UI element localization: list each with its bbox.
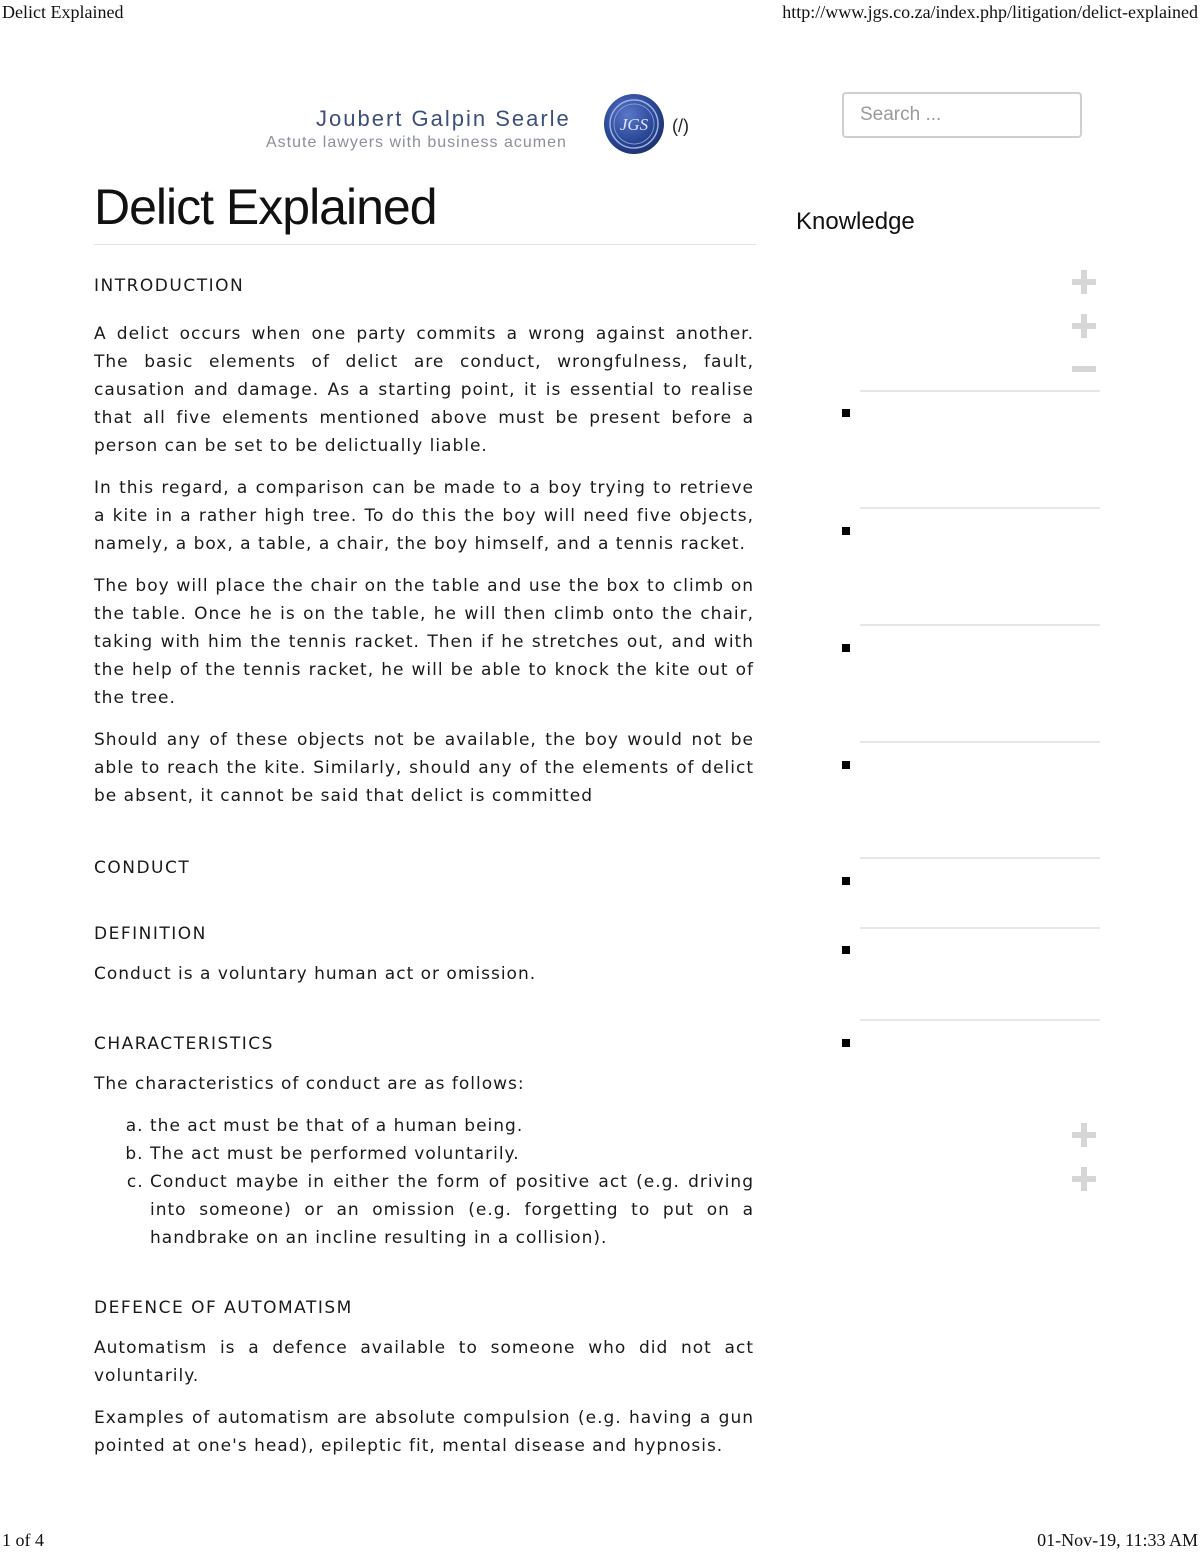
collapse-minus-icon[interactable] — [1070, 356, 1098, 384]
search-input[interactable] — [842, 92, 1082, 138]
logo-tagline: Astute lawyers with business acumen — [266, 134, 567, 151]
site-logo[interactable] — [264, 92, 704, 162]
characteristics-heading: CHARACTERISTICS — [94, 1034, 274, 1054]
svg-text:JGS: JGS — [619, 115, 649, 134]
automatism-paragraph-2: Examples of automatism are absolute compulsion (e.g. having a gun pointed at one's head), epileptic fit, mental disease and hypnosis. — [94, 1408, 754, 1456]
logo-name: Joubert Galpin Searle — [316, 106, 571, 131]
sidebar-divider — [860, 927, 1100, 929]
characteristics-list — [94, 1112, 754, 1252]
automatism-paragraph-1: Automatism is a defence available to someone who did not act voluntarily. — [94, 1338, 754, 1386]
definition-heading: DEFINITION — [94, 924, 207, 944]
page-number: 1 of 4 — [2, 1530, 44, 1550]
list-bullet-icon — [842, 946, 850, 954]
list-item: b. The act must be performed voluntarily. — [150, 1140, 754, 1168]
introduction-heading: INTRODUCTION — [94, 276, 245, 296]
print-datetime: 01-Nov-19, 11:33 AM — [1037, 1530, 1198, 1550]
print-header-title: Delict Explained — [2, 2, 124, 22]
sidebar-divider — [860, 1019, 1100, 1021]
automatism-heading: DEFENCE OF AUTOMATISM — [94, 1298, 353, 1318]
print-footer — [0, 1530, 1200, 1552]
list-item: a. the act must be that of a human being. — [150, 1112, 754, 1140]
intro-paragraph-4: Should any of these objects not be available, the boy would not be able to reach the kite. Similarly, should any of the elements of delict be absent, it cannot be said that delict is committed — [94, 730, 754, 806]
list-item: c. Conduct maybe in either the form of positive act (e.g. driving into someone) or an omission (e.g. forgetting to put on a handbrake on an incline resulting in a collision). — [150, 1168, 754, 1252]
definition-text: Conduct is a voluntary human act or omission. — [94, 964, 537, 984]
sidebar-divider — [860, 507, 1100, 509]
sidebar-divider — [860, 624, 1100, 626]
home-link[interactable]: (/) — [672, 116, 689, 136]
seal-icon — [602, 92, 666, 156]
conduct-heading: CONDUCT — [94, 858, 191, 878]
sidebar-divider — [860, 390, 1100, 392]
intro-paragraph-2: In this regard, a comparison can be made to a boy trying to retrieve a kite in a rather high tree. To do this the boy will need five objects, namely, a box, a table, a chair, the boy himself, and a tennis racket. — [94, 478, 754, 554]
title-divider — [94, 244, 756, 245]
print-header — [0, 2, 1200, 24]
sidebar-divider — [860, 857, 1100, 859]
print-header-url: http://www.jgs.co.za/index.php/litigation/delict-explained — [782, 2, 1198, 22]
list-bullet-icon — [842, 1039, 850, 1047]
sidebar-title: Knowledge — [796, 208, 915, 235]
list-bullet-icon — [842, 527, 850, 535]
list-bullet-icon — [842, 877, 850, 885]
intro-paragraph-3: The boy will place the chair on the table and use the box to climb on the table. Once he is on the table, he will then climb onto the chair, taking with him the tennis racket. Then if he stretches out, and with the help of the tennis racket, he will be able to knock the kite out of the tree. — [94, 576, 754, 708]
expand-plus-icon[interactable] — [1070, 1121, 1098, 1149]
sidebar-divider — [860, 741, 1100, 743]
article-body — [94, 276, 754, 1460]
list-bullet-icon — [842, 409, 850, 417]
expand-plus-icon[interactable] — [1070, 1165, 1098, 1193]
expand-plus-icon[interactable] — [1070, 268, 1098, 296]
list-bullet-icon — [842, 761, 850, 769]
intro-paragraph-1: A delict occurs when one party commits a wrong against another. The basic elements of delict are conduct, wrongfulness, fault, causation and damage. As a starting point, it is essential to realise that all five elements mentioned above must be present before a person can be set to be delictually liable. — [94, 324, 754, 456]
list-bullet-icon — [842, 644, 850, 652]
expand-plus-icon[interactable] — [1070, 312, 1098, 340]
page-title: Delict Explained — [94, 179, 437, 235]
characteristics-intro: The characteristics of conduct are as follows: — [94, 1074, 525, 1094]
